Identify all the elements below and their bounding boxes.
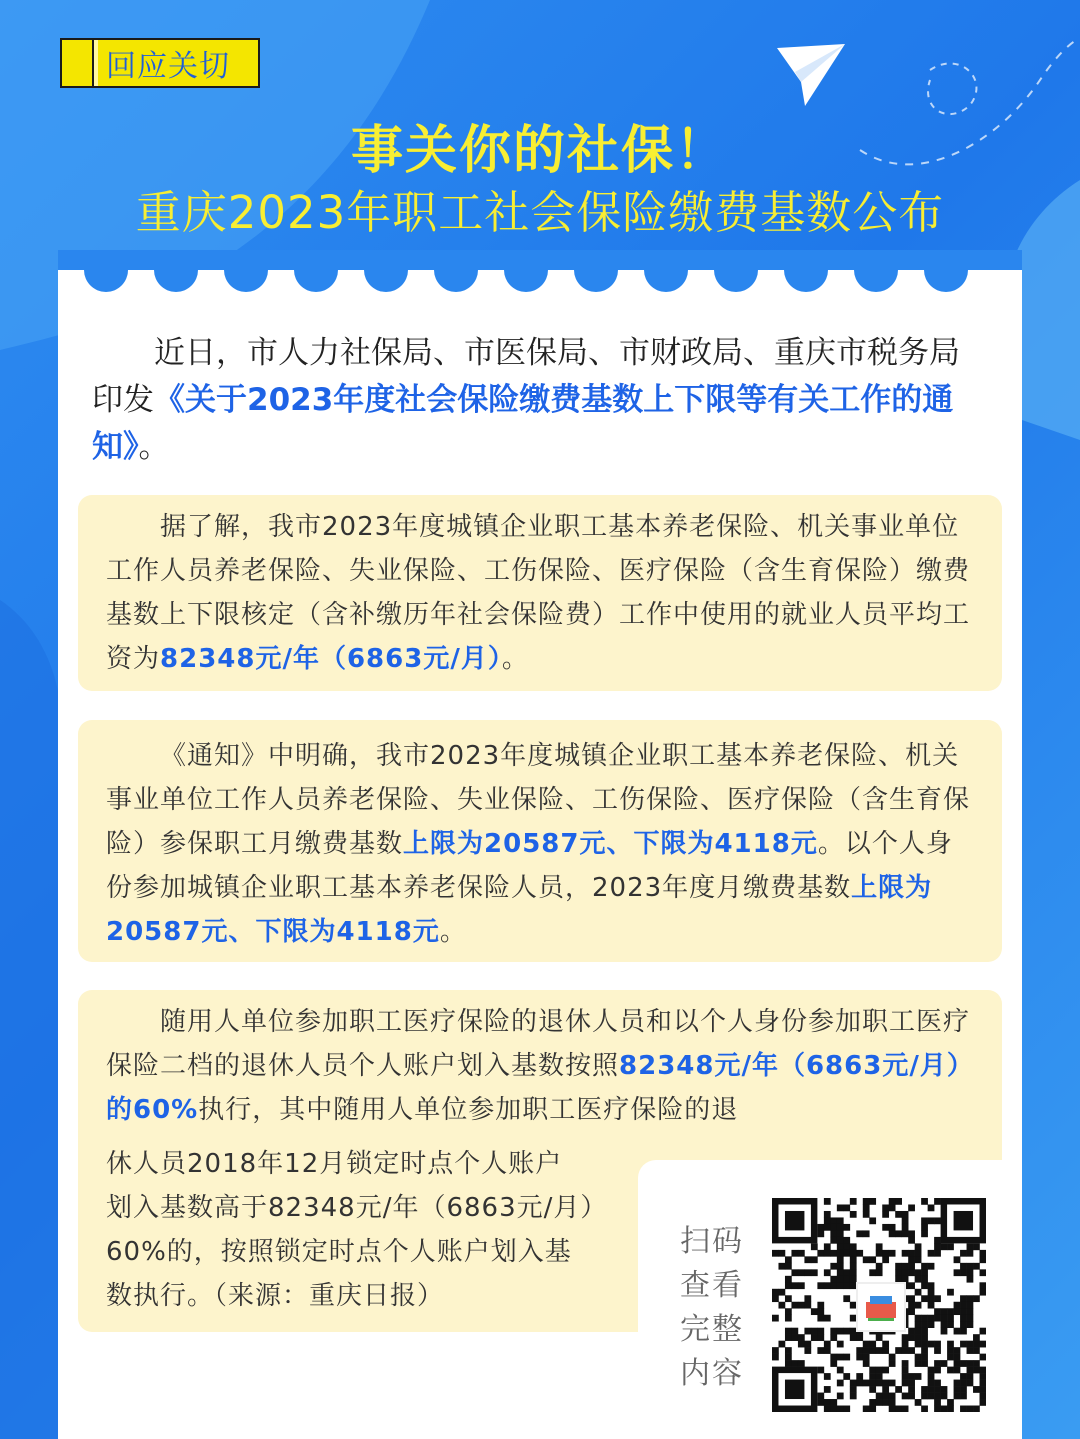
wage-end: 。 <box>501 644 529 674</box>
limits-highlight-2: 上限为20587元、下限为4118元 <box>106 873 933 947</box>
wage-highlight: 82348元/年（6863元/月） <box>160 644 502 674</box>
qr-logo-icon <box>856 1282 906 1332</box>
intro-paragraph <box>92 330 990 471</box>
limits-text-2: 。以个人身份参加城镇企业职工基本养老保险人员，2023年度月缴费基数 <box>106 829 953 903</box>
retirees-line-7: 数执行。（来源：重庆日报） <box>106 1281 445 1311</box>
info-box-retirees-text <box>106 1000 974 1132</box>
card-perforation <box>58 250 1022 300</box>
info-box-wage <box>78 495 1002 691</box>
info-box-limits-text <box>106 734 974 954</box>
qr-caption <box>680 1220 744 1396</box>
retirees-line-5: 划入基数高于82348元/年（6863元/月） <box>106 1193 608 1223</box>
qr-caption-line: 查看 <box>680 1268 744 1303</box>
qr-caption-line: 内容 <box>680 1356 744 1391</box>
info-box-wage-text <box>106 505 974 681</box>
qr-caption-line: 完整 <box>680 1312 744 1347</box>
limits-highlight-1: 上限为20587元、下限为4118元 <box>403 829 818 859</box>
page-subtitle: 重庆2023年职工社会保险缴费基数公布 <box>135 186 945 239</box>
retirees-continued <box>106 1142 626 1318</box>
paper-plane-icon <box>775 42 847 110</box>
limits-text-1: 《通知》中明确，我市2023年度城镇企业职工基本养老保险、机关事业单位工作人员养老保险、失业保险、工伤保险、医疗保险（含生育保险）参保职工月缴费基数 <box>106 741 971 859</box>
retirees-line-6: 60%的，按照锁定时点个人账户划入基 <box>106 1237 572 1267</box>
intro-end: 。 <box>138 429 170 465</box>
retirees-highlight: 82348元/年（6863元/月）的60% <box>106 1051 974 1125</box>
section-tag <box>60 38 260 88</box>
qr-caption-line: 扫码 <box>680 1224 744 1259</box>
intro-text: 近日，市人力社保局、市医保局、市财政局、重庆市税务局印发 <box>92 335 960 418</box>
intro-notice-title: 《关于2023年度社会保险缴费基数上下限等有关工作的通知》 <box>92 382 954 465</box>
qr-code[interactable] <box>772 1198 986 1412</box>
retirees-text-2: 执行，其中随用人单位参加职工医疗保险的退 <box>198 1095 739 1125</box>
section-tag-label: 回应关切 <box>106 49 230 84</box>
retirees-text-1: 随用人单位参加职工医疗保险的退休人员和以个人身份参加职工医疗保险二档的退休人员个人账户划入基数按照 <box>106 1007 971 1081</box>
limits-end: 。 <box>439 917 467 947</box>
info-box-limits <box>78 720 1002 962</box>
retirees-line-4: 休人员2018年12月锁定时点个人账户 <box>106 1149 563 1179</box>
wage-text: 据了解，我市2023年度城镇企业职工基本养老保险、机关事业单位工作人员养老保险、失业保险、工伤保险、医疗保险（含生育保险）缴费基数上下限核定（含补缴历年社会保险费）工作中使用的就业人员平均工资为 <box>106 512 971 674</box>
page-title: 事关你的社保！ <box>350 121 729 181</box>
